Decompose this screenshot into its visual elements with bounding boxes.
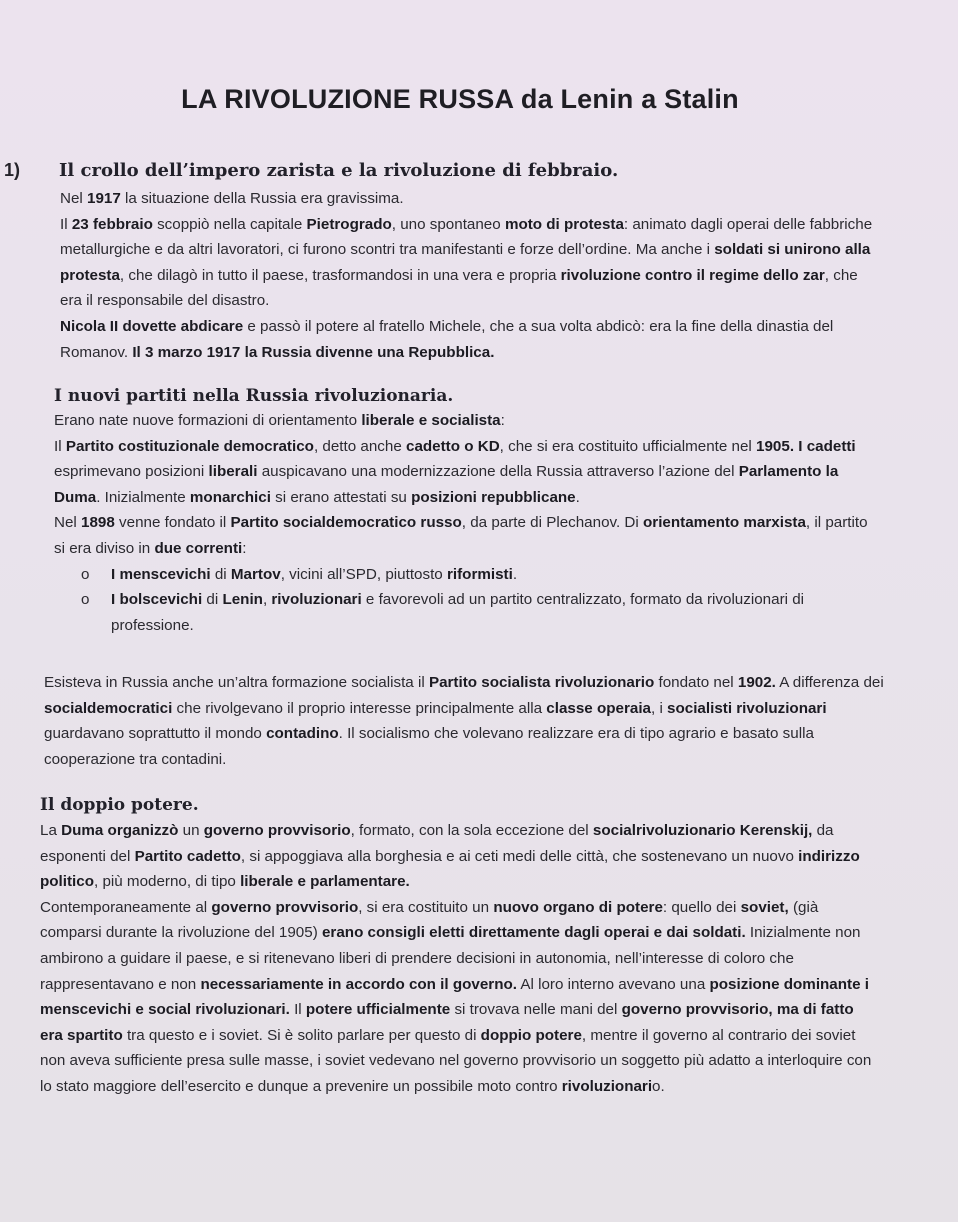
currents-list (54, 562, 882, 639)
section-1 (60, 156, 880, 365)
section-1-paragraph: Nicola II dovette abdicare e passò il potere al fratello Michele, che a sua volta abdicò: era la fine della dinastia del Romanov. Il 3 marzo 1917 la Russia divenne una Repubblica. (60, 317, 834, 361)
section-1-heading: Il crollo dell’impero zarista e la rivoluzione di febbraio. (59, 160, 619, 181)
section-1-paragraph: Il 23 febbraio scoppiò nella capitale Pietrogrado, uno spontaneo moto di protesta: animato dagli operai delle fabbriche metallurgiche e da altri lavoratori, ci furono scontri tra manifestanti e forze dell’ordine. Ma anche i soldati si unirono alla protesta, che dilagò in tutto il paese, trasformandosi in una vera e propria rivoluzione contro il regime dello zar, che era il responsabile del disastro. (60, 215, 873, 310)
section-3-paragraph: Contemporaneamente al governo provvisorio, si era costituito un nuovo organo di potere: quello dei soviet, (già comparsi durante la rivoluzione del 1905) erano consigli eletti direttamente dagli operai e dai soldati. Inizialmente non ambirono a guidare il paese, e si ritenevano liberi di prendere decisioni in autonomia, nell’interesse di coloro che rappresentavano e non necessariamente in accordo con il governo. Al loro interno avevano una posizione dominante i menscevichi e social rivoluzionari. Il potere ufficialmente si trovava nelle mani del governo provvisorio, ma di fatto era spartito tra questo e i soviet. Si è solito parlare per questo di doppio potere, mentre il governo al contrario dei soviet non aveva sufficiente presa sulle masse, i soviet vedevano nel governo provvisorio un soggetto più adatto a interloquire con lo stato maggiore dell’esercito e dunque a prevenire un possibile moto contro rivoluzionario. (40, 898, 872, 1095)
sr-block (44, 670, 884, 772)
kd-paragraph: Il Partito costituzionale democratico, detto anche cadetto o KD, che si era costituito ufficialmente nel 1905. I cadetti esprimevano posizioni liberali auspicavano una modernizzazione della Russia attraverso l’azione del Parlamento la Duma. Inizialmente monarchici si erano attestati su posizioni repubblicane. (54, 437, 856, 506)
sd-paragraph: Nel 1898 venne fondato il Partito socialdemocratico russo, da parte di Plechanov. Di orientamento marxista, il partito si era diviso in due correnti: (54, 514, 868, 557)
section-2-heading: I nuovi partiti nella Russia rivoluzionaria. (54, 386, 454, 406)
section-2 (54, 384, 882, 638)
section-3-heading: Il doppio potere. (40, 795, 199, 815)
sr-paragraph: Esisteva in Russia anche un’altra formazione socialista il Partito socialista rivoluzionario fondato nel 1902. A differenza dei socialdemocratici che rivolgevano il proprio interesse principalmente alla classe operaia, i socialisti rivoluzionari guardavano soprattutto il mondo contadino. Il socialismo che volevano realizzare era di tipo agrario e basato sulla cooperazione tra contadini. (44, 674, 884, 768)
section-2-intro: Erano nate nuove formazioni di orientamento liberale e socialista: (54, 412, 505, 429)
bullet-text: I menscevichi di Martov, vicini all’SPD, piuttosto riformisti. (111, 565, 518, 583)
section-1-paragraph: Nel 1917 la situazione della Russia era gravissima. (60, 190, 404, 207)
bullet-text: I bolscevichi di Lenin, rivoluzionari e favorevoli ad un partito centralizzato, formato da rivoluzionari di professione. (111, 591, 805, 634)
section-number: 1) (4, 160, 21, 180)
document-title: LA RIVOLUZIONE RUSSA da Lenin a Stalin (181, 84, 739, 114)
list-item (54, 587, 882, 638)
bullet-marker: o (81, 591, 90, 609)
section-3 (40, 792, 880, 1100)
list-item (54, 562, 882, 588)
bullet-marker: o (81, 565, 90, 583)
section-3-paragraph: La Duma organizzò un governo provvisorio, formato, con la sola eccezione del socialrivoluzionario Kerenskij, da esponenti del Partito cadetto, si appoggiava alla borghesia e ai ceti medi delle città, che sostenevano un nuovo indirizzo politico, più moderno, di tipo liberale e parlamentare. (40, 822, 860, 891)
